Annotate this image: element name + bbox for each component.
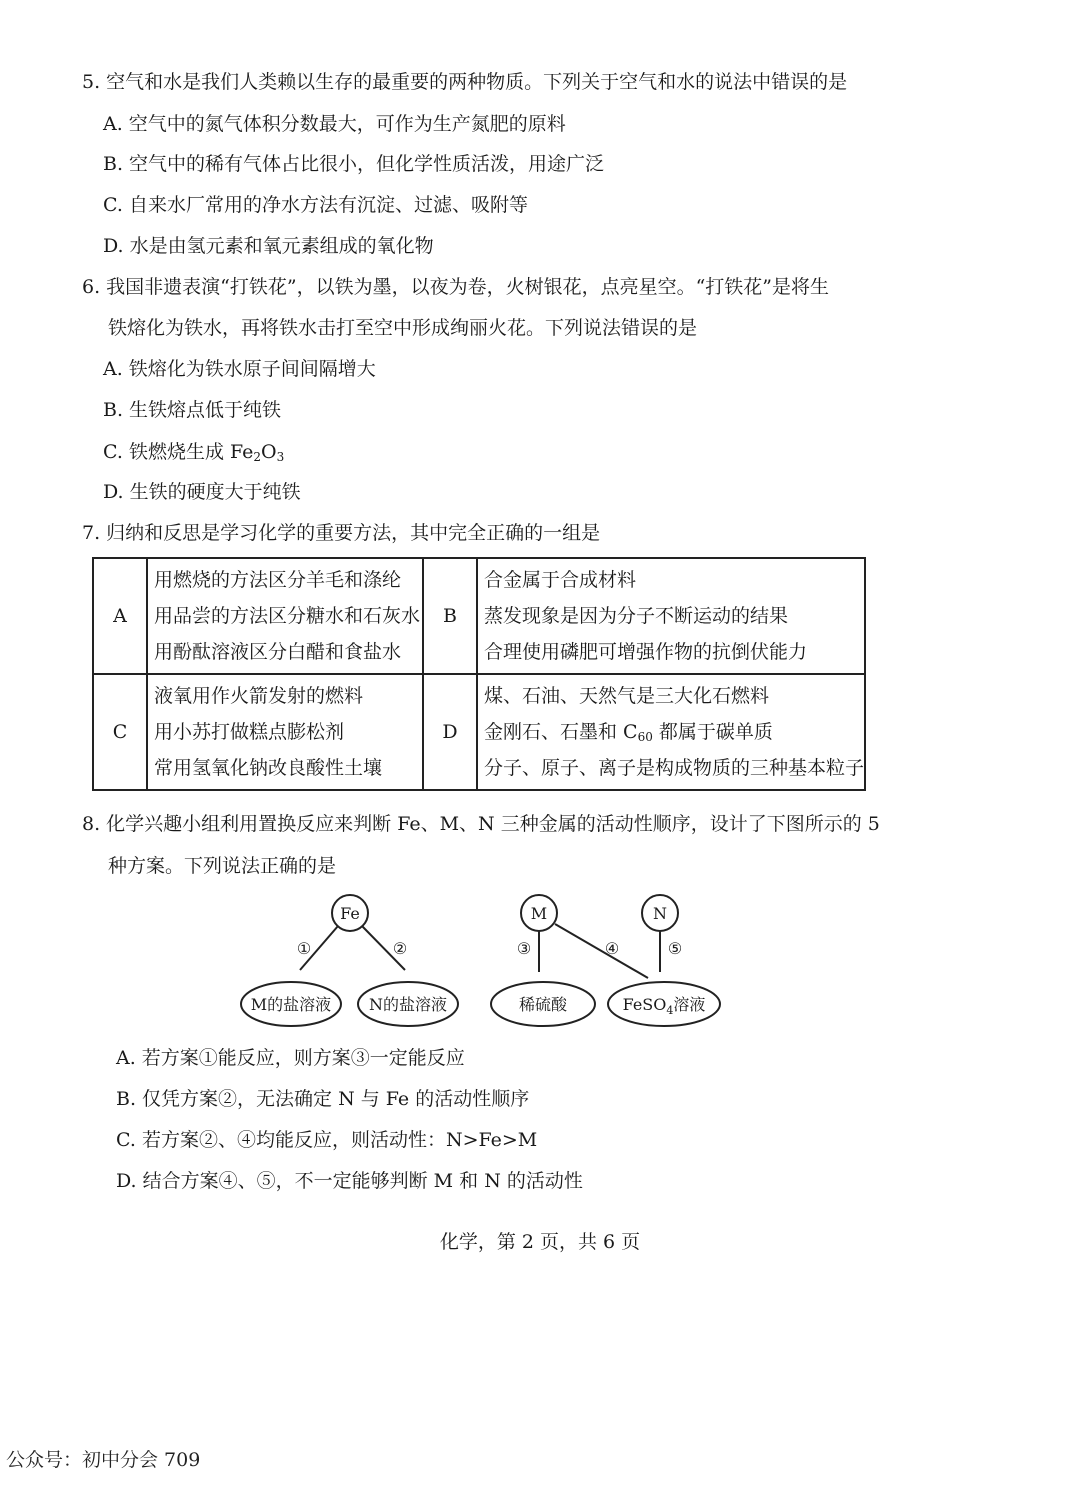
q7-options-table: [92, 557, 866, 791]
n-salt-label: N的盐溶液: [368, 995, 448, 1014]
scheme-4-label: ④: [604, 939, 620, 958]
q6-stem-line2: 铁熔化为铁水，再将铁水击打至空中形成绚丽火花。下列说法错误的是: [108, 317, 698, 339]
q8-reaction-diagram: [230, 886, 730, 1036]
fe-node-label: Fe: [340, 904, 360, 923]
q7-c-line2: 用小苏打做糕点膨松剂: [154, 721, 345, 743]
q5-option-c: C. 自来水厂常用的净水方法有沉淀、过滤、吸附等: [103, 194, 528, 216]
m-salt-label: M的盐溶液: [250, 995, 332, 1014]
acid-label: 稀硫酸: [518, 995, 568, 1014]
q7-label-a: A: [93, 558, 147, 674]
q8-stem-line2: 种方案。下列说法正确的是: [108, 855, 337, 877]
q7-d-line1: 煤、石油、天然气是三大化石燃料: [484, 685, 770, 707]
line-scheme-4: [555, 924, 648, 978]
n-node-label: N: [653, 904, 667, 923]
q7-d-line3: 分子、原子、离子是构成物质的三种基本粒子: [484, 757, 865, 779]
q7-label-c: C: [93, 674, 147, 790]
q7-b-line1: 合金属于合成材料: [484, 569, 637, 591]
q7-c-line3: 常用氢氧化钠改良酸性土壤: [154, 757, 383, 779]
q7-d-line2: 金刚石、石墨和 $C_{60}$ 都属于碳单质: [484, 721, 773, 744]
q7-label-b: B: [423, 558, 477, 674]
q7-cell-b: [477, 558, 865, 674]
q7-b-line3: 合理使用磷肥可增强作物的抗倒伏能力: [484, 641, 808, 663]
q6-stem-line1: 6. 我国非遗表演“打铁花”，以铁为墨，以夜为卷，火树银花，点亮星空。“打铁花”是将生: [82, 276, 830, 298]
q8-stem-line1: 8. 化学兴趣小组利用置换反应来判断 Fe、M、N 三种金属的活动性顺序，设计了下图所示的 5: [82, 813, 880, 835]
page-footer: 化学，第 2 页，共 6 页: [439, 1231, 641, 1253]
feso4-label: FeSO$_4$溶液: [622, 995, 706, 1017]
q7-stem: 7. 归纳和反思是学习化学的重要方法，其中完全正确的一组是: [82, 522, 601, 544]
scheme-1-label: ①: [296, 939, 312, 958]
q7-a-line2: 用品尝的方法区分糖水和石灰水: [154, 605, 421, 627]
q5-stem: 5. 空气和水是我们人类赖以生存的最重要的两种物质。下列关于空气和水的说法中错误的是: [82, 71, 848, 93]
watermark-text: 公众号：初中分会 709: [6, 1449, 201, 1471]
q8-option-d: D. 结合方案④、⑤，不一定能够判断 M 和 N 的活动性: [116, 1170, 583, 1192]
q7-label-d: D: [423, 674, 477, 790]
q8-option-c: C. 若方案②、④均能反应，则活动性：N>Fe>M: [116, 1129, 538, 1151]
scheme-2-label: ②: [392, 939, 408, 958]
q8-option-b: B. 仅凭方案②，无法确定 N 与 Fe 的活动性顺序: [116, 1088, 530, 1110]
m-node-label: M: [530, 904, 548, 923]
q7-cell-a: [147, 558, 423, 674]
q5-option-a: A. 空气中的氮气体积分数最大，可作为生产氮肥的原料: [103, 113, 566, 135]
q7-c-line1: 液氧用作火箭发射的燃料: [154, 685, 364, 707]
q6-option-d: D. 生铁的硬度大于纯铁: [103, 481, 301, 503]
q5-option-b: B. 空气中的稀有气体占比很小，但化学性质活泼，用途广泛: [103, 153, 605, 175]
q7-a-line3: 用酚酞溶液区分白醋和食盐水: [154, 641, 402, 663]
scheme-3-label: ③: [516, 939, 532, 958]
scheme-5-label: ⑤: [667, 939, 683, 958]
q7-a-line1: 用燃烧的方法区分羊毛和涤纶: [154, 569, 402, 591]
q6-option-a: A. 铁熔化为铁水原子间间隔增大: [103, 358, 376, 380]
q7-cell-c: [147, 674, 423, 790]
q8-option-a: A. 若方案①能反应，则方案③一定能反应: [116, 1047, 465, 1069]
q6-option-b: B. 生铁熔点低于纯铁: [103, 399, 282, 421]
q6-option-c: C. 铁燃烧生成 $Fe_2O_3$: [103, 441, 285, 464]
q7-b-line2: 蒸发现象是因为分子不断运动的结果: [484, 605, 789, 627]
q5-option-d: D. 水是由氢元素和氧元素组成的氧化物: [103, 235, 434, 257]
q7-cell-d: [477, 674, 865, 790]
